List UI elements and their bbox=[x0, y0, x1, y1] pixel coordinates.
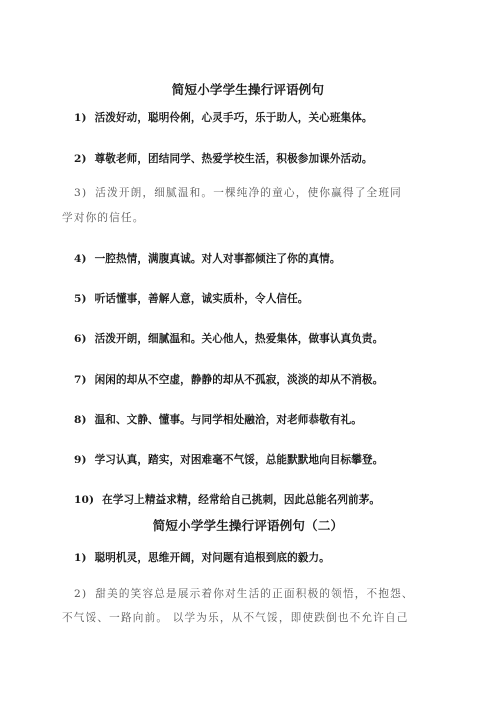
list-item bbox=[74, 182, 424, 204]
list-item bbox=[74, 492, 380, 507]
list-item bbox=[74, 452, 383, 467]
list-item bbox=[74, 291, 308, 306]
item-text: 活泼开朗，细腻温和。一棵纯净的童心，使你赢得了全班同 bbox=[95, 187, 402, 199]
item-number: 3) bbox=[74, 187, 88, 199]
section-1-title: 简短小学学生操行评语例句 bbox=[171, 82, 325, 97]
item-text-continuation: 学对你的信任。 bbox=[62, 212, 145, 224]
item-text: 活泼开朗，细腻温和。关心他人，热爱集体，做事认真负责。 bbox=[94, 333, 384, 345]
item-number: 9) bbox=[74, 454, 87, 466]
list-item bbox=[74, 583, 424, 605]
item-number: 2) bbox=[74, 153, 87, 165]
list-item bbox=[74, 110, 373, 125]
item-number: 10) bbox=[74, 494, 95, 506]
item-number: 1) bbox=[74, 112, 87, 124]
section-2-title: 简短小学学生操行评语例句（二） bbox=[152, 518, 344, 533]
list-item bbox=[74, 372, 383, 387]
item-text: 温和、文静、懂事。与同学相处融洽，对老师恭敬有礼。 bbox=[94, 414, 362, 426]
item-number: 8) bbox=[74, 414, 87, 426]
list-item bbox=[74, 251, 341, 266]
item-number: 6) bbox=[74, 333, 87, 345]
item-text: 闲闲的却从不空虚，静静的却从不孤寂，淡淡的却从不消极。 bbox=[94, 374, 384, 386]
list-item bbox=[74, 331, 383, 346]
item-text: 甜美的笑容总是展示着你对生活的正面积极的领悟，不抱怨、 bbox=[95, 588, 414, 600]
list-item bbox=[74, 550, 330, 565]
item-number: 4) bbox=[74, 253, 87, 265]
item-number: 2) bbox=[74, 588, 88, 600]
item-text: 学习认真，踏实，对困难毫不气馁，总能默默地向目标攀登。 bbox=[94, 454, 384, 466]
item-number: 7) bbox=[74, 374, 87, 386]
item-text: 在学习上精益求精，经常给自己挑刺，因此总能名列前茅。 bbox=[102, 494, 381, 506]
list-item bbox=[74, 412, 362, 427]
item-text: 一腔热情，满腹真诚。对人对事都倾注了你的真情。 bbox=[94, 253, 341, 265]
item-text: 听话懂事，善解人意，诚实质朴，令人信任。 bbox=[94, 293, 309, 305]
item-text: 活泼好动，聪明伶俐，心灵手巧，乐于助人，关心班集体。 bbox=[94, 112, 373, 124]
item-text: 聪明机灵，思维开阔，对问题有追根到底的毅力。 bbox=[94, 552, 330, 564]
item-number: 1) bbox=[74, 552, 87, 564]
item-number: 5) bbox=[74, 293, 87, 305]
item-text: 尊敬老师，团结同学、热爱学校生活，积极参加课外活动。 bbox=[94, 153, 373, 165]
item-text-continuation: 不气馁、一路向前。 以学为乐，从不气馁，即使跌倒也不允许自己 bbox=[62, 612, 409, 624]
list-item bbox=[74, 151, 373, 166]
